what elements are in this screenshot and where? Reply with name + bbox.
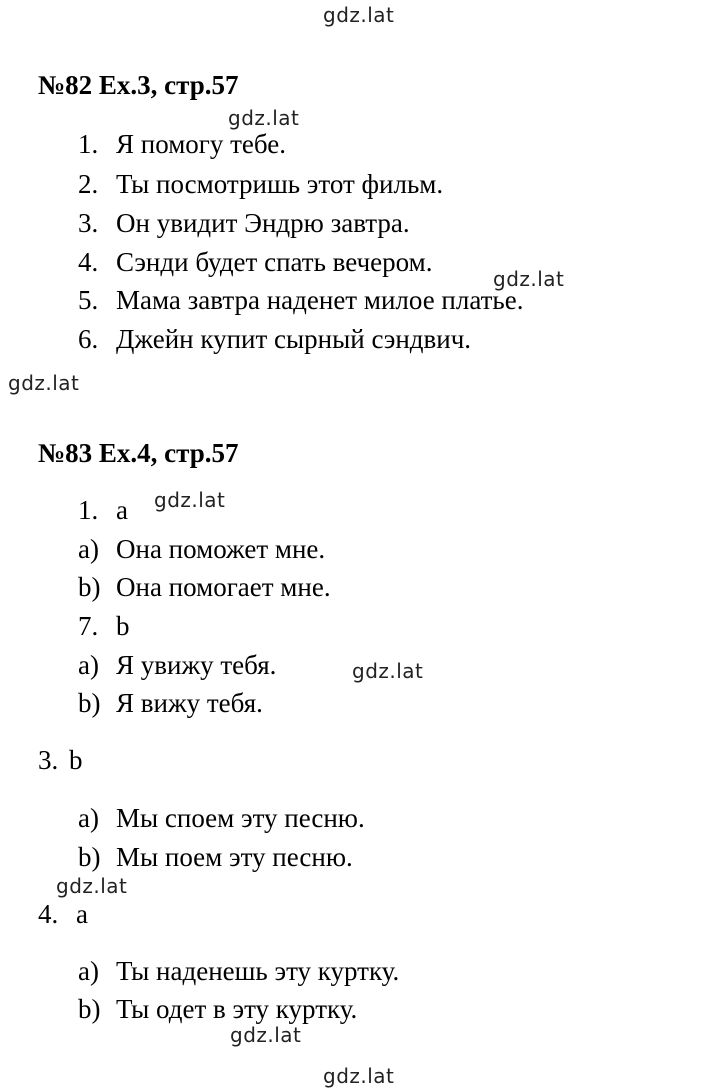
item-number: 7. [78,611,99,641]
item-letter: b) [78,572,101,602]
item-text: Она помогает мне. [116,572,331,602]
list-item [78,805,365,832]
item-text: b [69,745,83,775]
section-heading-83: №83 Ex.4, стр.57 [38,438,239,468]
list-item [78,171,443,198]
list-item [78,249,432,276]
item-number: 5. [78,285,99,315]
item-letter: a) [78,534,99,564]
list-item [78,536,325,563]
watermark: gdz.lat [8,371,80,395]
list-item [78,326,471,353]
list-item [78,844,353,871]
watermark: gdz.lat [228,106,300,130]
item-text: Мы поем эту песню. [116,842,353,872]
watermark: gdz.lat [323,1064,395,1088]
section-heading-82: №82 Ex.3, стр.57 [38,70,239,100]
list-item [78,996,357,1023]
list-item [78,210,410,237]
list-item [78,958,399,985]
item-number: 3. [38,745,59,775]
item-number: 6. [78,324,99,354]
list-item [78,613,130,640]
item-number: 4. [78,247,99,277]
item-text: a [76,899,88,929]
item-text: Ты одет в эту куртку. [116,994,358,1024]
watermark: gdz.lat [493,267,565,291]
list-item [78,690,263,717]
watermark: gdz.lat [56,874,128,898]
item-number: 4. [38,899,59,929]
item-letter: b) [78,994,101,1024]
item-letter: b) [78,842,101,872]
item-text: Она поможет мне. [116,534,326,564]
list-item [78,497,128,524]
item-number: 1. [78,495,99,525]
list-item [38,901,88,928]
item-letter: b) [78,688,101,718]
item-letter: a) [78,803,99,833]
item-text: Он увидит Эндрю завтра. [116,208,410,238]
item-number: 3. [78,208,99,238]
item-text: Я увижу тебя. [116,650,277,680]
item-text: a [116,495,128,525]
watermark: gdz.lat [323,3,395,27]
item-text: Мы споем эту песню. [116,803,365,833]
watermark: gdz.lat [352,659,424,683]
watermark: gdz.lat [230,1023,302,1047]
item-number: 2. [78,169,99,199]
item-number: 1. [78,129,99,159]
item-letter: a) [78,650,99,680]
item-letter: a) [78,956,99,986]
list-item [78,287,523,314]
item-text: Я вижу тебя. [116,688,263,718]
item-text: Мама завтра наденет милое платье. [116,285,524,315]
item-text: b [116,611,130,641]
item-text: Ты наденешь эту куртку. [116,956,400,986]
list-item [78,131,286,158]
item-text: Сэнди будет спать вечером. [116,247,433,277]
list-item [78,574,331,601]
item-text: Джейн купит сырный сэндвич. [116,324,472,354]
list-item [78,652,276,679]
list-item [38,747,83,774]
watermark: gdz.lat [154,488,226,512]
item-text: Ты посмотришь этот фильм. [116,169,444,199]
item-text: Я помогу тебе. [116,129,287,159]
